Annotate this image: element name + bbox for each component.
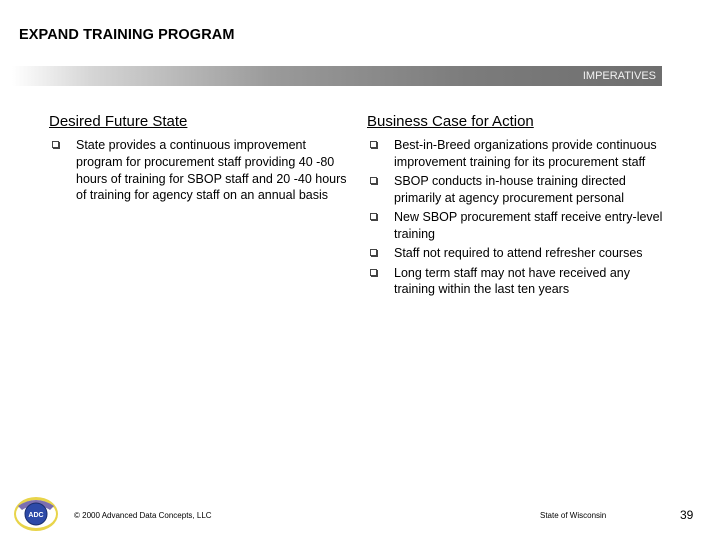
list-item xyxy=(367,265,667,299)
state-label: State of Wisconsin xyxy=(540,511,607,520)
square-bullet-icon xyxy=(370,213,377,220)
desired-future-state-list xyxy=(49,137,349,207)
list-item xyxy=(367,173,667,207)
list-item xyxy=(49,137,349,204)
bullet-text: Long term staff may not have received any training within the last ten years xyxy=(394,265,631,297)
imperatives-banner xyxy=(12,66,662,86)
page-number: 39 xyxy=(680,508,694,522)
square-bullet-icon xyxy=(370,177,377,184)
square-bullet-icon xyxy=(370,141,377,148)
bullet-text: Staff not required to attend refresher courses xyxy=(394,246,643,261)
desired-future-state-heading: Desired Future State xyxy=(49,113,188,130)
slide-title: EXPAND TRAINING PROGRAM xyxy=(19,27,235,43)
list-item xyxy=(367,137,667,171)
bullet-text: Best-in-Breed organizations provide continuous improvement training for its procurement staff xyxy=(394,138,657,169)
banner-label: IMPERATIVES xyxy=(582,70,656,82)
bullet-text: New SBOP procurement staff receive entry-level training xyxy=(394,210,663,241)
business-case-heading: Business Case for Action xyxy=(367,113,534,130)
bullet-text: SBOP conducts in-house training directed primarily at agency procurement personal xyxy=(394,174,626,205)
adc-logo xyxy=(12,492,60,534)
business-case-list xyxy=(367,137,667,301)
square-bullet-icon xyxy=(370,269,377,276)
copyright-text: © 2000 Advanced Data Concepts, LLC xyxy=(74,511,212,520)
list-item xyxy=(367,245,667,262)
list-item xyxy=(367,209,667,243)
bullet-text: State provides a continuous improvement program for procurement staff providing 40 -80 hours of training for SBOP staff and 20 -40 hours of training for agency staff on an annual basis xyxy=(76,138,347,203)
square-bullet-icon xyxy=(52,141,59,148)
square-bullet-icon xyxy=(370,249,377,256)
logo-text: ADC xyxy=(28,512,44,519)
